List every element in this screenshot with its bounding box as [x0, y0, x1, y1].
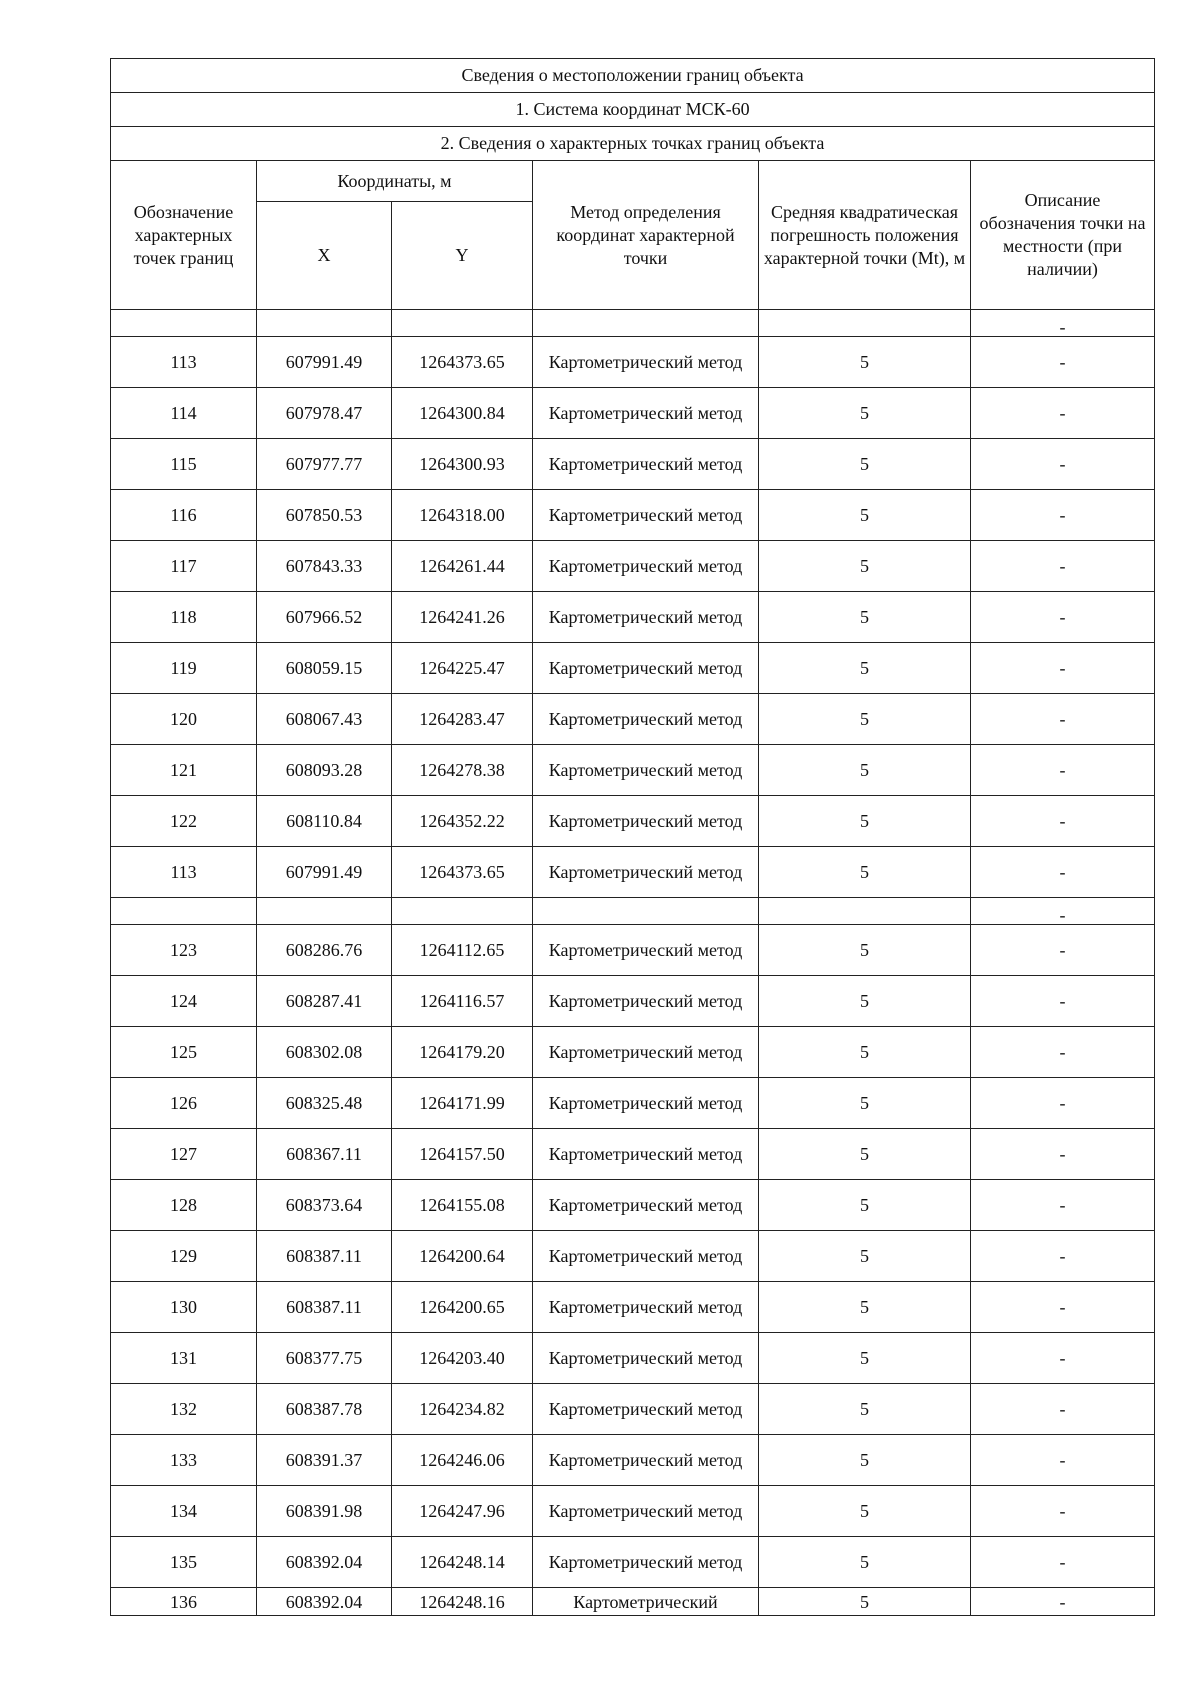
cell-point: 123 — [111, 925, 257, 976]
empty-cell — [111, 898, 257, 925]
cell-point: 130 — [111, 1282, 257, 1333]
cell-y: 1264248.16 — [392, 1588, 533, 1616]
table-row — [111, 796, 1155, 847]
table-row — [111, 1231, 1155, 1282]
cell-description: - — [971, 898, 1155, 925]
cell-y: 1264200.65 — [392, 1282, 533, 1333]
header-description: Описание обозначения точки на местности (при наличии) — [971, 161, 1155, 310]
cell-point: 122 — [111, 796, 257, 847]
cell-x: 608373.64 — [257, 1180, 392, 1231]
cell-accuracy: 5 — [759, 694, 971, 745]
cell-y: 1264300.93 — [392, 439, 533, 490]
cell-method: Картометрический метод — [533, 1180, 759, 1231]
cell-x: 608325.48 — [257, 1078, 392, 1129]
cell-y: 1264300.84 — [392, 388, 533, 439]
cell-point: 128 — [111, 1180, 257, 1231]
table-row — [111, 1333, 1155, 1384]
table-row — [111, 643, 1155, 694]
cell-description: - — [971, 745, 1155, 796]
cell-description: - — [971, 925, 1155, 976]
header-point: Обозначение характерных точек границ — [111, 161, 257, 310]
table-row — [111, 1027, 1155, 1078]
cell-x: 607991.49 — [257, 337, 392, 388]
cell-x: 608387.78 — [257, 1384, 392, 1435]
cell-y: 1264203.40 — [392, 1333, 533, 1384]
cell-y: 1264278.38 — [392, 745, 533, 796]
cell-accuracy: 5 — [759, 1588, 971, 1616]
cell-y: 1264352.22 — [392, 796, 533, 847]
cell-description: - — [971, 796, 1155, 847]
cell-x: 608392.04 — [257, 1537, 392, 1588]
cell-method: Картометрический метод — [533, 694, 759, 745]
cell-point: 131 — [111, 1333, 257, 1384]
header-y: Y — [392, 202, 533, 310]
cell-method: Картометрический — [533, 1588, 759, 1616]
cell-x: 608392.04 — [257, 1588, 392, 1616]
cell-y: 1264234.82 — [392, 1384, 533, 1435]
cell-point: 125 — [111, 1027, 257, 1078]
cell-description: - — [971, 1180, 1155, 1231]
cell-method: Картометрический метод — [533, 541, 759, 592]
table-row — [111, 1384, 1155, 1435]
cell-description: - — [971, 1435, 1155, 1486]
cell-point: 121 — [111, 745, 257, 796]
table-row — [111, 1588, 1155, 1616]
cell-method: Картометрический метод — [533, 1384, 759, 1435]
table-row — [111, 745, 1155, 796]
empty-cell — [759, 898, 971, 925]
cell-y: 1264112.65 — [392, 925, 533, 976]
cell-point: 124 — [111, 976, 257, 1027]
table-row — [111, 439, 1155, 490]
cell-description: - — [971, 541, 1155, 592]
table-row — [111, 592, 1155, 643]
cell-point: 113 — [111, 337, 257, 388]
cell-accuracy: 5 — [759, 1078, 971, 1129]
cell-accuracy: 5 — [759, 1486, 971, 1537]
cell-accuracy: 5 — [759, 1333, 971, 1384]
cell-point: 115 — [111, 439, 257, 490]
cell-x: 607843.33 — [257, 541, 392, 592]
points-section-heading: 2. Сведения о характерных точках границ объекта — [111, 127, 1155, 161]
cell-x: 607977.77 — [257, 439, 392, 490]
cell-y: 1264157.50 — [392, 1129, 533, 1180]
cell-description: - — [971, 1537, 1155, 1588]
cell-method: Картометрический метод — [533, 1435, 759, 1486]
cell-description: - — [971, 337, 1155, 388]
cell-accuracy: 5 — [759, 1027, 971, 1078]
empty-cell — [392, 310, 533, 337]
cell-point: 126 — [111, 1078, 257, 1129]
cell-method: Картометрический метод — [533, 976, 759, 1027]
cell-x: 608391.98 — [257, 1486, 392, 1537]
cell-accuracy: 5 — [759, 439, 971, 490]
cell-method: Картометрический метод — [533, 388, 759, 439]
table-row — [111, 1129, 1155, 1180]
cell-description: - — [971, 1231, 1155, 1282]
cell-accuracy: 5 — [759, 337, 971, 388]
table-row — [111, 1180, 1155, 1231]
cell-description: - — [971, 592, 1155, 643]
cell-point: 114 — [111, 388, 257, 439]
empty-cell — [533, 310, 759, 337]
cell-y: 1264247.96 — [392, 1486, 533, 1537]
cell-accuracy: 5 — [759, 1180, 971, 1231]
cell-x: 607991.49 — [257, 847, 392, 898]
empty-cell — [257, 898, 392, 925]
table-row — [111, 694, 1155, 745]
cell-description: - — [971, 1282, 1155, 1333]
cell-method: Картометрический метод — [533, 1231, 759, 1282]
table-row — [111, 388, 1155, 439]
cell-description: - — [971, 643, 1155, 694]
cell-point: 132 — [111, 1384, 257, 1435]
cell-accuracy: 5 — [759, 1231, 971, 1282]
table-row — [111, 490, 1155, 541]
cell-accuracy: 5 — [759, 1129, 971, 1180]
cell-description: - — [971, 1486, 1155, 1537]
cell-description: - — [971, 1027, 1155, 1078]
table-row — [111, 1078, 1155, 1129]
cell-x: 608093.28 — [257, 745, 392, 796]
cell-description: - — [971, 694, 1155, 745]
cell-accuracy: 5 — [759, 745, 971, 796]
cell-y: 1264225.47 — [392, 643, 533, 694]
cell-method: Картометрический метод — [533, 1129, 759, 1180]
table-body — [111, 310, 1155, 1616]
cell-method: Картометрический метод — [533, 796, 759, 847]
cell-x: 608287.41 — [257, 976, 392, 1027]
cell-accuracy: 5 — [759, 541, 971, 592]
cell-x: 608391.37 — [257, 1435, 392, 1486]
cell-x: 608302.08 — [257, 1027, 392, 1078]
cell-x: 607966.52 — [257, 592, 392, 643]
cell-method: Картометрический метод — [533, 1486, 759, 1537]
cell-y: 1264155.08 — [392, 1180, 533, 1231]
cell-description: - — [971, 1384, 1155, 1435]
cell-x: 608367.11 — [257, 1129, 392, 1180]
cell-accuracy: 5 — [759, 1282, 971, 1333]
cell-point: 129 — [111, 1231, 257, 1282]
cell-point: 127 — [111, 1129, 257, 1180]
cell-point: 116 — [111, 490, 257, 541]
cell-x: 608110.84 — [257, 796, 392, 847]
table-title: Сведения о местоположении границ объекта — [111, 59, 1155, 93]
cell-method: Картометрический метод — [533, 1537, 759, 1588]
cell-point: 120 — [111, 694, 257, 745]
cell-method: Картометрический метод — [533, 490, 759, 541]
cell-method: Картометрический метод — [533, 643, 759, 694]
cell-point: 118 — [111, 592, 257, 643]
cell-method: Картометрический метод — [533, 592, 759, 643]
cell-accuracy: 5 — [759, 1435, 971, 1486]
cell-point: 136 — [111, 1588, 257, 1616]
cell-accuracy: 5 — [759, 847, 971, 898]
cell-point: 119 — [111, 643, 257, 694]
contour-separator-row — [111, 898, 1155, 925]
cell-description: - — [971, 1588, 1155, 1616]
table-row — [111, 847, 1155, 898]
empty-cell — [392, 898, 533, 925]
cell-accuracy: 5 — [759, 1537, 971, 1588]
cell-method: Картометрический метод — [533, 745, 759, 796]
cell-description: - — [971, 310, 1155, 337]
empty-cell — [111, 310, 257, 337]
cell-description: - — [971, 1333, 1155, 1384]
cell-method: Картометрический метод — [533, 1282, 759, 1333]
cell-y: 1264261.44 — [392, 541, 533, 592]
cell-method: Картометрический метод — [533, 439, 759, 490]
table-row — [111, 1486, 1155, 1537]
table-row — [111, 1537, 1155, 1588]
cell-accuracy: 5 — [759, 976, 971, 1027]
header-method: Метод определения координат характерной точки — [533, 161, 759, 310]
cell-x: 607850.53 — [257, 490, 392, 541]
cell-y: 1264116.57 — [392, 976, 533, 1027]
cell-y: 1264241.26 — [392, 592, 533, 643]
boundary-points-table — [110, 58, 1155, 1616]
cell-y: 1264248.14 — [392, 1537, 533, 1588]
table-row — [111, 976, 1155, 1027]
cell-y: 1264246.06 — [392, 1435, 533, 1486]
cell-x: 608286.76 — [257, 925, 392, 976]
cell-x: 608377.75 — [257, 1333, 392, 1384]
cell-accuracy: 5 — [759, 592, 971, 643]
cell-method: Картометрический метод — [533, 1078, 759, 1129]
cell-description: - — [971, 1129, 1155, 1180]
cell-point: 135 — [111, 1537, 257, 1588]
cell-method: Картометрический метод — [533, 1333, 759, 1384]
cell-method: Картометрический метод — [533, 847, 759, 898]
cell-point: 133 — [111, 1435, 257, 1486]
cell-accuracy: 5 — [759, 643, 971, 694]
cell-accuracy: 5 — [759, 796, 971, 847]
cell-x: 608067.43 — [257, 694, 392, 745]
cell-accuracy: 5 — [759, 925, 971, 976]
cell-accuracy: 5 — [759, 1384, 971, 1435]
cell-y: 1264171.99 — [392, 1078, 533, 1129]
cell-method: Картометрический метод — [533, 925, 759, 976]
cell-method: Картометрический метод — [533, 1027, 759, 1078]
cell-point: 117 — [111, 541, 257, 592]
table-row — [111, 337, 1155, 388]
cell-method: Картометрический метод — [533, 337, 759, 388]
empty-cell — [759, 310, 971, 337]
cell-y: 1264283.47 — [392, 694, 533, 745]
coordinate-system-heading: 1. Система координат МСК-60 — [111, 93, 1155, 127]
cell-y: 1264373.65 — [392, 847, 533, 898]
table-row — [111, 1282, 1155, 1333]
header-coordinates: Координаты, м — [257, 161, 533, 202]
cell-description: - — [971, 388, 1155, 439]
table-row — [111, 925, 1155, 976]
cell-y: 1264373.65 — [392, 337, 533, 388]
empty-cell — [257, 310, 392, 337]
cell-y: 1264200.64 — [392, 1231, 533, 1282]
cell-description: - — [971, 439, 1155, 490]
cell-x: 608387.11 — [257, 1282, 392, 1333]
cell-description: - — [971, 847, 1155, 898]
table-row — [111, 541, 1155, 592]
header-x: X — [257, 202, 392, 310]
cell-x: 608059.15 — [257, 643, 392, 694]
cell-x: 608387.11 — [257, 1231, 392, 1282]
cell-y: 1264179.20 — [392, 1027, 533, 1078]
cell-description: - — [971, 1078, 1155, 1129]
cell-point: 113 — [111, 847, 257, 898]
cell-accuracy: 5 — [759, 490, 971, 541]
table-row — [111, 1435, 1155, 1486]
empty-cell — [533, 898, 759, 925]
cell-x: 607978.47 — [257, 388, 392, 439]
cell-description: - — [971, 976, 1155, 1027]
contour-separator-row — [111, 310, 1155, 337]
cell-y: 1264318.00 — [392, 490, 533, 541]
header-accuracy: Средняя квадратическая погрешность положения характерной точки (Mt), м — [759, 161, 971, 310]
cell-description: - — [971, 490, 1155, 541]
cell-accuracy: 5 — [759, 388, 971, 439]
cell-point: 134 — [111, 1486, 257, 1537]
